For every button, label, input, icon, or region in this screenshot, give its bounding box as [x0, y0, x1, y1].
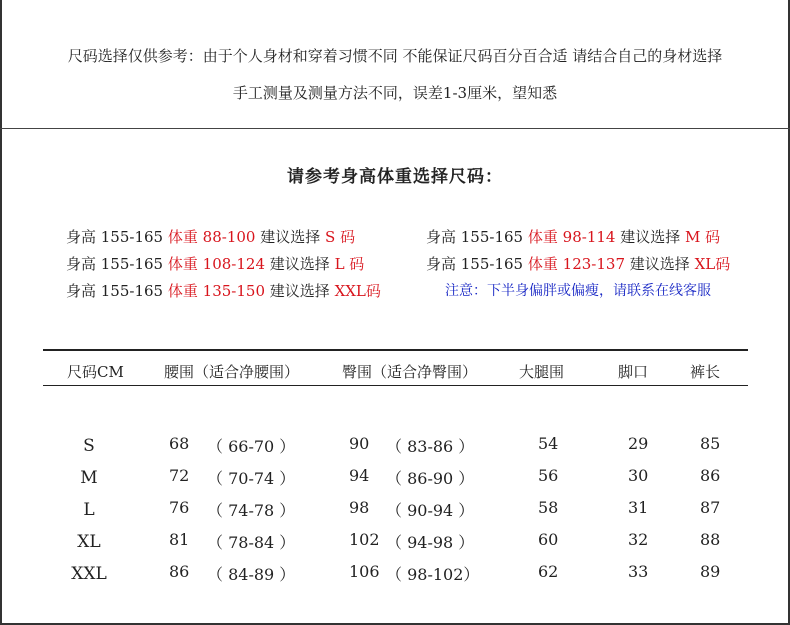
cell-length: 88 — [700, 530, 721, 549]
cell-hip: 106 — [349, 562, 380, 581]
cell-waist: 68 — [169, 434, 190, 453]
rec-size: S 码 — [325, 228, 356, 246]
cell-hip: 102 — [349, 530, 380, 549]
cell-size: XL — [77, 532, 101, 552]
rec-suggest: 建议选择 — [260, 228, 321, 246]
cell-length: 89 — [700, 562, 721, 581]
cell-thigh: 54 — [538, 434, 559, 453]
rec-height: 身高 155-165 — [66, 228, 164, 246]
cell-length: 87 — [700, 498, 721, 517]
cell-waist: 81 — [169, 530, 190, 549]
table-top-rule — [43, 349, 748, 351]
cell-waist-fit: （ 70-74 ） — [207, 469, 296, 488]
rec-suggest: 建议选择 — [269, 282, 330, 300]
cell-hem: 31 — [628, 498, 649, 517]
recommendation-xl — [426, 253, 730, 274]
cell-hip-fit: （ 83-86 ） — [386, 437, 475, 456]
rec-weight: 体重 88-100 — [167, 228, 256, 246]
cell-waist-fit: （ 66-70 ） — [207, 437, 296, 456]
cell-hip-fit: （ 98-102） — [386, 565, 480, 584]
rec-size: M 码 — [685, 228, 721, 246]
cell-waist: 86 — [169, 562, 190, 581]
rec-size: L 码 — [334, 255, 365, 273]
cell-size: M — [80, 468, 98, 488]
disclaimer-line-1: 尺码选择仅供参考：由于个人身材和穿着习惯不同 不能保证尺码百分百合适 请结合自己的身材选择 — [67, 47, 723, 65]
cell-hem: 30 — [628, 466, 649, 485]
rec-weight: 体重 135-150 — [167, 282, 265, 300]
rec-height: 身高 155-165 — [426, 255, 524, 273]
recommendation-l — [66, 253, 364, 274]
cell-length: 86 — [700, 466, 721, 485]
cell-hem: 33 — [628, 562, 649, 581]
rec-height: 身高 155-165 — [66, 255, 164, 273]
cell-thigh: 60 — [538, 530, 559, 549]
cell-hem: 29 — [628, 434, 649, 453]
cell-thigh: 56 — [538, 466, 559, 485]
cell-hip-fit: （ 94-98 ） — [386, 533, 475, 552]
cell-hip: 90 — [349, 434, 370, 453]
header-hip: 臀围（适合净臀围） — [342, 363, 478, 381]
cell-hip-fit: （ 90-94 ） — [386, 501, 475, 520]
cell-size: L — [83, 500, 95, 520]
disclaimer-box — [0, 0, 790, 129]
guide-title: 请参考身高体重选择尺码： — [287, 167, 503, 187]
recommendation-m — [426, 226, 720, 247]
header-thigh: 大腿围 — [519, 363, 565, 381]
cell-waist-fit: （ 74-78 ） — [207, 501, 296, 520]
table-header-rule — [43, 385, 748, 386]
cell-length: 85 — [700, 434, 721, 453]
cell-hem: 32 — [628, 530, 649, 549]
header-hem: 脚口 — [618, 363, 649, 381]
rec-suggest: 建议选择 — [629, 255, 690, 273]
rec-size: XXL码 — [334, 282, 381, 300]
recommendation-s — [66, 226, 355, 247]
header-size: 尺码CM — [67, 363, 124, 381]
disclaimer-line-2: 手工测量及测量方法不同，误差1-3厘米，望知悉 — [232, 84, 558, 102]
cell-thigh: 62 — [538, 562, 559, 581]
fit-note: 注意：下半身偏胖或偏瘦，请联系在线客服 — [445, 283, 711, 299]
cell-waist: 76 — [169, 498, 190, 517]
rec-height: 身高 155-165 — [426, 228, 524, 246]
cell-hip: 98 — [349, 498, 370, 517]
rec-suggest: 建议选择 — [269, 255, 330, 273]
cell-hip: 94 — [349, 466, 370, 485]
rec-weight: 体重 108-124 — [167, 255, 265, 273]
cell-size: S — [83, 436, 95, 456]
cell-waist: 72 — [169, 466, 190, 485]
rec-weight: 体重 123-137 — [527, 255, 625, 273]
rec-height: 身高 155-165 — [66, 282, 164, 300]
cell-size: XXL — [71, 564, 107, 584]
cell-waist-fit: （ 84-89 ） — [207, 565, 296, 584]
cell-waist-fit: （ 78-84 ） — [207, 533, 296, 552]
header-waist: 腰围（适合净腰围） — [164, 363, 300, 381]
rec-suggest: 建议选择 — [620, 228, 681, 246]
cell-thigh: 58 — [538, 498, 559, 517]
cell-hip-fit: （ 86-90 ） — [386, 469, 475, 488]
header-length: 裤长 — [690, 363, 721, 381]
rec-size: XL码 — [694, 255, 731, 273]
rec-weight: 体重 98-114 — [527, 228, 616, 246]
recommendation-xxl — [66, 280, 381, 301]
